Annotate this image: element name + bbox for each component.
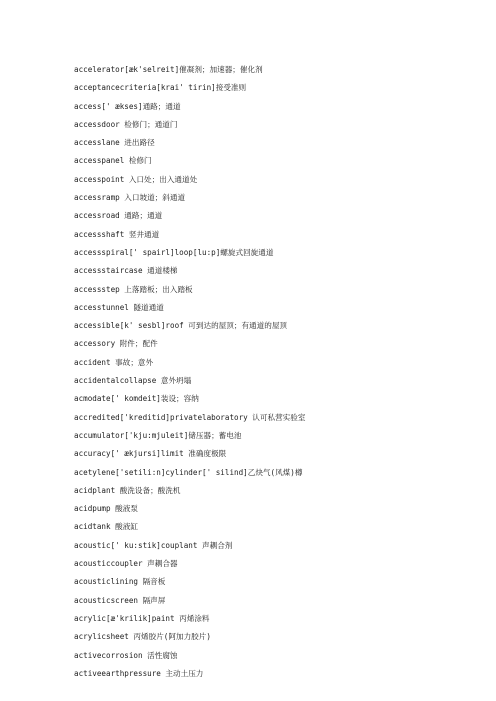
glossary-entry: accesspoint 入口处；出入通道处 bbox=[74, 174, 198, 184]
glossary-entry: acidpump 酸液泵 bbox=[74, 504, 138, 514]
glossary-entry: acidtank 酸液缸 bbox=[74, 522, 138, 532]
glossary-entry: accuracy[' ækjur‌si]limit 准确度极限 bbox=[74, 449, 227, 459]
glossary-entry: accredited[‌'kreditid]privatelaboratory 认可私营实验室 bbox=[74, 412, 306, 422]
glossary-entry: acmodate[‌' kom‌deit]装设；容纳 bbox=[74, 394, 199, 404]
glossary-list bbox=[74, 61, 474, 683]
glossary-entry: acetylene[‌'setili:n]cylinder[' silind‌]乙炔气(风煤)樽 bbox=[74, 467, 303, 477]
glossary-entry: accidentalcollapse 意外坍塌 bbox=[74, 376, 192, 386]
glossary-entry: accessdoor 检修门；通道门 bbox=[74, 119, 178, 129]
glossary-entry: acousticcoupler 声耦合器 bbox=[74, 559, 178, 569]
glossary-entry: acoustic[‌' ku:stik]couplant 声耦合剂 bbox=[74, 540, 233, 550]
glossary-entry: accesspanel 检修门 bbox=[74, 156, 152, 166]
glossary-entry: accelerator[æk'sel‌‌‌reit‌]催凝剂；加速器；催化剂 bbox=[74, 65, 263, 74]
glossary-entry: accessstaircase 通道楼梯 bbox=[74, 266, 178, 276]
glossary-entry: acrylicsheet 丙烯胶片(阿加力胶片) bbox=[74, 632, 211, 642]
glossary-entry: accesslane 进出路径 bbox=[74, 138, 155, 148]
glossary-entry: acceptancecriteria[krai' ti‌ri‌n]接受准则 bbox=[74, 83, 247, 93]
glossary-entry: accesstunnel 隧道通道 bbox=[74, 302, 164, 312]
glossary-entry: accident 事故；意外 bbox=[74, 357, 154, 367]
glossary-entry: activecorrosion 活性腐蚀 bbox=[74, 650, 178, 660]
glossary-entry: access[' ækses]通路；通道 bbox=[74, 101, 181, 111]
glossary-entry: accessspiral[' spai‌r‌l]loop[lu:p]螺旋式回旋通道 bbox=[74, 247, 274, 257]
glossary-entry: accessroad 通路；通道 bbox=[74, 211, 163, 221]
glossary-entry: accessible[‌k' ses‌b‌l]roof 可到达的屋顶；有通道的屋顶 bbox=[74, 321, 288, 331]
glossary-entry: acidplant 酸洗设备；酸洗机 bbox=[74, 485, 181, 495]
glossary-entry: accessshaft 竖井通道 bbox=[74, 229, 160, 239]
glossary-entry: acrylic[æ'krilik]paint 丙烯涂料 bbox=[74, 613, 210, 623]
glossary-entry: accumulator[‌'kju:mjuleit‌]储压器；蓄电池 bbox=[74, 430, 242, 440]
glossary-entry: acousticlining 隔音板 bbox=[74, 577, 166, 587]
glossary-entry: acousticscreen 隔声屏 bbox=[74, 595, 166, 605]
glossary-entry: accessory 附件；配件 bbox=[74, 339, 158, 349]
glossary-entry: accessramp 入口坡道；斜通道 bbox=[74, 193, 186, 203]
glossary-entry: activeearthpressure 主动土压力 bbox=[74, 668, 204, 678]
glossary-entry: accessstep 上落踏板；出入踏板 bbox=[74, 284, 193, 294]
